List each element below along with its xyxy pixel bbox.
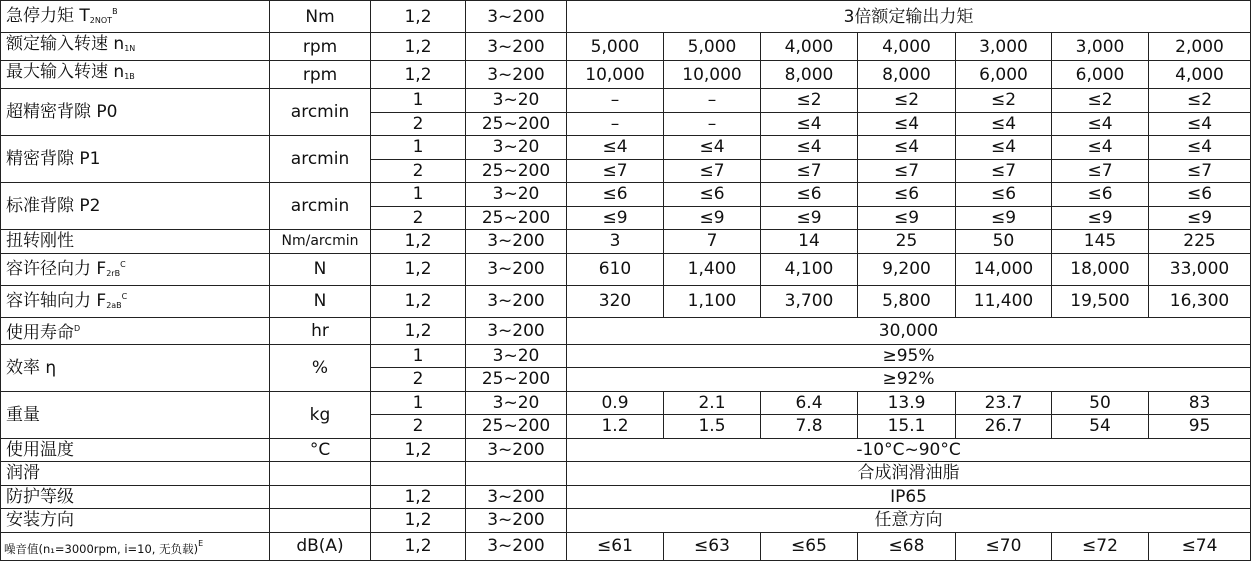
- table-row: [1, 89, 1251, 113]
- value-cell: 10,000: [567, 61, 664, 89]
- value-cell: 145: [1052, 230, 1149, 254]
- value-cell: 95: [1149, 415, 1251, 439]
- value-cell: 18,000: [1052, 253, 1149, 285]
- stage-cell: 1,2: [371, 33, 466, 61]
- table-row: [1, 136, 1251, 160]
- value-cell: ≤4: [567, 136, 664, 160]
- unit-cell: dB(A): [270, 532, 371, 560]
- table-row: [1, 285, 1251, 317]
- ratio-cell: 3~200: [466, 532, 567, 560]
- value-cell: ≤6: [761, 183, 858, 207]
- value-cell: 4,000: [1149, 61, 1251, 89]
- stage-cell: 1: [371, 344, 466, 368]
- value-cell: 33,000: [1149, 253, 1251, 285]
- value-cell: ≤6: [956, 183, 1052, 207]
- unit-cell: arcmin: [270, 183, 371, 230]
- unit-cell: rpm: [270, 33, 371, 61]
- value-cell: 50: [1052, 391, 1149, 415]
- value-cell: –: [664, 112, 761, 136]
- table-row: [1, 183, 1251, 207]
- row-label-subscript: 2NOT: [89, 16, 113, 25]
- row-label-text: 安装方向: [6, 510, 74, 531]
- span-value: 合成润滑油脂: [567, 462, 1251, 486]
- span-value: 3倍额定输出力矩: [567, 1, 1251, 33]
- stage-cell: 1: [371, 391, 466, 415]
- ratio-cell: 3~200: [466, 285, 567, 317]
- row-label: [1, 485, 270, 509]
- unit-cell: rpm: [270, 61, 371, 89]
- value-cell: 9,200: [858, 253, 956, 285]
- ratio-cell: 3~20: [466, 344, 567, 368]
- value-cell: 13.9: [858, 391, 956, 415]
- ratio-cell: 3~20: [466, 136, 567, 160]
- stage-cell: 2: [371, 415, 466, 439]
- row-label-text: 容许径向力 F: [6, 258, 107, 279]
- value-cell: 15.1: [858, 415, 956, 439]
- ratio-cell: 3~200: [466, 230, 567, 254]
- value-cell: 1,400: [664, 253, 761, 285]
- row-label-text: 噪音值(n₁=3000rpm, i=10, 无负载): [4, 541, 199, 556]
- ratio-cell: 25~200: [466, 112, 567, 136]
- table-row: [1, 1, 1251, 33]
- row-label-superscript: C: [121, 291, 128, 301]
- span-value: 30,000: [567, 317, 1251, 344]
- value-cell: 1.2: [567, 415, 664, 439]
- value-cell: ≤70: [956, 532, 1052, 560]
- value-cell: 25: [858, 230, 956, 254]
- row-label-text: 标准背隙 P2: [6, 196, 101, 216]
- value-cell: 4,000: [761, 33, 858, 61]
- stage-cell: 2: [371, 206, 466, 230]
- ratio-cell: 25~200: [466, 368, 567, 392]
- table-row: [1, 33, 1251, 61]
- unit-cell: N: [270, 253, 371, 285]
- value-cell: ≤4: [761, 136, 858, 160]
- row-label: [1, 391, 270, 438]
- value-cell: ≤7: [567, 159, 664, 183]
- unit-cell: %: [270, 344, 371, 391]
- value-cell: 3,700: [761, 285, 858, 317]
- row-label: [1, 344, 270, 391]
- stage-cell: 1,2: [371, 532, 466, 560]
- unit-cell: Nm/arcmin: [270, 230, 371, 254]
- value-cell: ≤4: [858, 136, 956, 160]
- unit-cell: [270, 509, 371, 533]
- value-cell: 320: [567, 285, 664, 317]
- row-label-text: 效率 η: [6, 357, 57, 378]
- value-cell: ≤9: [1149, 206, 1251, 230]
- value-cell: ≤4: [858, 112, 956, 136]
- value-cell: 610: [567, 253, 664, 285]
- span-value: IP65: [567, 485, 1251, 509]
- row-label-text: 防护等级: [6, 486, 74, 507]
- value-cell: 3: [567, 230, 664, 254]
- row-label: [1, 230, 270, 254]
- value-cell: ≤7: [1149, 159, 1251, 183]
- value-cell: ≤7: [1052, 159, 1149, 183]
- value-cell: 5,000: [664, 33, 761, 61]
- value-cell: ≤4: [1052, 112, 1149, 136]
- row-label: [1, 136, 270, 183]
- row-label: [1, 462, 270, 486]
- stage-cell: 1: [371, 183, 466, 207]
- value-cell: ≤68: [858, 532, 956, 560]
- value-cell: 83: [1149, 391, 1251, 415]
- ratio-cell: 3~200: [466, 485, 567, 509]
- ratio-cell: 3~20: [466, 391, 567, 415]
- stage-cell: 1,2: [371, 509, 466, 533]
- row-label-text: 使用温度: [6, 439, 74, 460]
- value-cell: 10,000: [664, 61, 761, 89]
- value-cell: 50: [956, 230, 1052, 254]
- stage-cell: 1: [371, 136, 466, 160]
- row-label: [1, 61, 270, 89]
- value-cell: ≤63: [664, 532, 761, 560]
- row-label-text: 超精密背隙 P0: [6, 102, 118, 122]
- value-cell: 5,800: [858, 285, 956, 317]
- value-cell: 6.4: [761, 391, 858, 415]
- value-cell: –: [664, 89, 761, 113]
- ratio-cell: 3~200: [466, 317, 567, 344]
- ratio-cell: 3~200: [466, 438, 567, 462]
- unit-cell: hr: [270, 317, 371, 344]
- row-label-superscript: B: [112, 7, 118, 16]
- row-label-text: 扭转刚性: [6, 231, 74, 252]
- table-row: [1, 532, 1251, 560]
- row-label: [1, 1, 270, 33]
- table-row: [1, 509, 1251, 533]
- value-cell: 23.7: [956, 391, 1052, 415]
- unit-cell: arcmin: [270, 136, 371, 183]
- value-cell: 2,000: [1149, 33, 1251, 61]
- row-label-text: 额定输入转速 n: [6, 34, 125, 54]
- value-cell: 7.8: [761, 415, 858, 439]
- unit-cell: kg: [270, 391, 371, 438]
- value-cell: –: [567, 112, 664, 136]
- unit-cell: arcmin: [270, 89, 371, 136]
- value-cell: ≤2: [1052, 89, 1149, 113]
- value-cell: ≤61: [567, 532, 664, 560]
- row-label-superscript: D: [74, 323, 81, 333]
- value-cell: ≤7: [956, 159, 1052, 183]
- unit-cell: °C: [270, 438, 371, 462]
- value-cell: ≤6: [858, 183, 956, 207]
- span-value: 任意方向: [567, 509, 1251, 533]
- span-value: ≥95%: [567, 344, 1251, 368]
- value-cell: ≤4: [761, 112, 858, 136]
- stage-cell: [371, 462, 466, 486]
- table-row: [1, 317, 1251, 344]
- row-label: [1, 33, 270, 61]
- ratio-cell: 25~200: [466, 206, 567, 230]
- value-cell: ≤4: [956, 136, 1052, 160]
- value-cell: 11,400: [956, 285, 1052, 317]
- value-cell: 6,000: [956, 61, 1052, 89]
- ratio-cell: 3~200: [466, 61, 567, 89]
- value-cell: 8,000: [858, 61, 956, 89]
- stage-cell: 1,2: [371, 253, 466, 285]
- row-label-text: 最大输入转速 n: [6, 62, 125, 82]
- ratio-cell: 25~200: [466, 415, 567, 439]
- stage-cell: 1,2: [371, 485, 466, 509]
- value-cell: 14,000: [956, 253, 1052, 285]
- value-cell: ≤72: [1052, 532, 1149, 560]
- ratio-cell: 25~200: [466, 159, 567, 183]
- value-cell: 26.7: [956, 415, 1052, 439]
- row-label-subscript: 1N: [124, 44, 136, 53]
- row-label: [1, 317, 270, 344]
- stage-cell: 1,2: [371, 1, 466, 33]
- ratio-cell: [466, 462, 567, 486]
- value-cell: 5,000: [567, 33, 664, 61]
- row-label: [1, 285, 270, 317]
- row-label-superscript: C: [120, 259, 126, 269]
- value-cell: ≤2: [1149, 89, 1251, 113]
- row-label-superscript: E: [198, 538, 204, 548]
- value-cell: 2.1: [664, 391, 761, 415]
- value-cell: ≤4: [1149, 112, 1251, 136]
- value-cell: ≤74: [1149, 532, 1251, 560]
- row-label: [1, 183, 270, 230]
- value-cell: 3,000: [1052, 33, 1149, 61]
- row-label-text: 精密背隙 P1: [6, 149, 101, 169]
- value-cell: ≤9: [664, 206, 761, 230]
- value-cell: 7: [664, 230, 761, 254]
- row-label: [1, 438, 270, 462]
- span-value: ≥92%: [567, 368, 1251, 392]
- row-label-text: 润滑: [6, 463, 40, 484]
- row-label-text: 急停力矩 T: [6, 6, 90, 26]
- value-cell: ≤4: [1149, 136, 1251, 160]
- value-cell: 0.9: [567, 391, 664, 415]
- value-cell: 16,300: [1149, 285, 1251, 317]
- value-cell: ≤9: [1052, 206, 1149, 230]
- span-value: -10°C~90°C: [567, 438, 1251, 462]
- value-cell: 4,100: [761, 253, 858, 285]
- table-row: [1, 253, 1251, 285]
- value-cell: ≤6: [567, 183, 664, 207]
- value-cell: ≤6: [1052, 183, 1149, 207]
- row-label: [1, 532, 270, 560]
- unit-cell: N: [270, 285, 371, 317]
- stage-cell: 1,2: [371, 438, 466, 462]
- value-cell: ≤2: [761, 89, 858, 113]
- row-label-text: 使用寿命: [6, 322, 74, 343]
- value-cell: 54: [1052, 415, 1149, 439]
- ratio-cell: 3~20: [466, 89, 567, 113]
- value-cell: ≤6: [664, 183, 761, 207]
- row-label-subscript: 1B: [124, 72, 135, 81]
- value-cell: ≤65: [761, 532, 858, 560]
- stage-cell: 1,2: [371, 61, 466, 89]
- value-cell: ≤9: [761, 206, 858, 230]
- value-cell: 6,000: [1052, 61, 1149, 89]
- ratio-cell: 3~200: [466, 509, 567, 533]
- unit-cell: [270, 462, 371, 486]
- row-label-text: 重量: [6, 404, 40, 425]
- stage-cell: 2: [371, 112, 466, 136]
- value-cell: ≤7: [664, 159, 761, 183]
- value-cell: 1,100: [664, 285, 761, 317]
- table-row: [1, 344, 1251, 368]
- row-label: [1, 509, 270, 533]
- stage-cell: 2: [371, 159, 466, 183]
- value-cell: ≤4: [664, 136, 761, 160]
- row-label-subscript: 2rB: [106, 268, 121, 278]
- stage-cell: 1,2: [371, 285, 466, 317]
- ratio-cell: 3~200: [466, 1, 567, 33]
- table-row: [1, 391, 1251, 415]
- value-cell: –: [567, 89, 664, 113]
- value-cell: ≤9: [858, 206, 956, 230]
- stage-cell: 1: [371, 89, 466, 113]
- row-label-text: 容许轴向力 F: [6, 290, 107, 311]
- value-cell: ≤2: [956, 89, 1052, 113]
- table-row: [1, 61, 1251, 89]
- stage-cell: 2: [371, 368, 466, 392]
- value-cell: 14: [761, 230, 858, 254]
- unit-cell: Nm: [270, 1, 371, 33]
- ratio-cell: 3~20: [466, 183, 567, 207]
- row-label: [1, 253, 270, 285]
- stage-cell: 1,2: [371, 317, 466, 344]
- table-row: [1, 438, 1251, 462]
- ratio-cell: 3~200: [466, 33, 567, 61]
- value-cell: 225: [1149, 230, 1251, 254]
- value-cell: 1.5: [664, 415, 761, 439]
- value-cell: ≤4: [956, 112, 1052, 136]
- value-cell: 8,000: [761, 61, 858, 89]
- value-cell: ≤9: [956, 206, 1052, 230]
- ratio-cell: 3~200: [466, 253, 567, 285]
- table-row: [1, 230, 1251, 254]
- value-cell: 3,000: [956, 33, 1052, 61]
- value-cell: ≤6: [1149, 183, 1251, 207]
- unit-cell: [270, 485, 371, 509]
- value-cell: ≤9: [567, 206, 664, 230]
- table-row: [1, 485, 1251, 509]
- value-cell: ≤7: [761, 159, 858, 183]
- row-label: [1, 89, 270, 136]
- table-row: [1, 462, 1251, 486]
- value-cell: ≤7: [858, 159, 956, 183]
- value-cell: ≤4: [1052, 136, 1149, 160]
- row-label-subscript: 2aB: [106, 300, 122, 310]
- value-cell: 19,500: [1052, 285, 1149, 317]
- value-cell: ≤2: [858, 89, 956, 113]
- value-cell: 4,000: [858, 33, 956, 61]
- stage-cell: 1,2: [371, 230, 466, 254]
